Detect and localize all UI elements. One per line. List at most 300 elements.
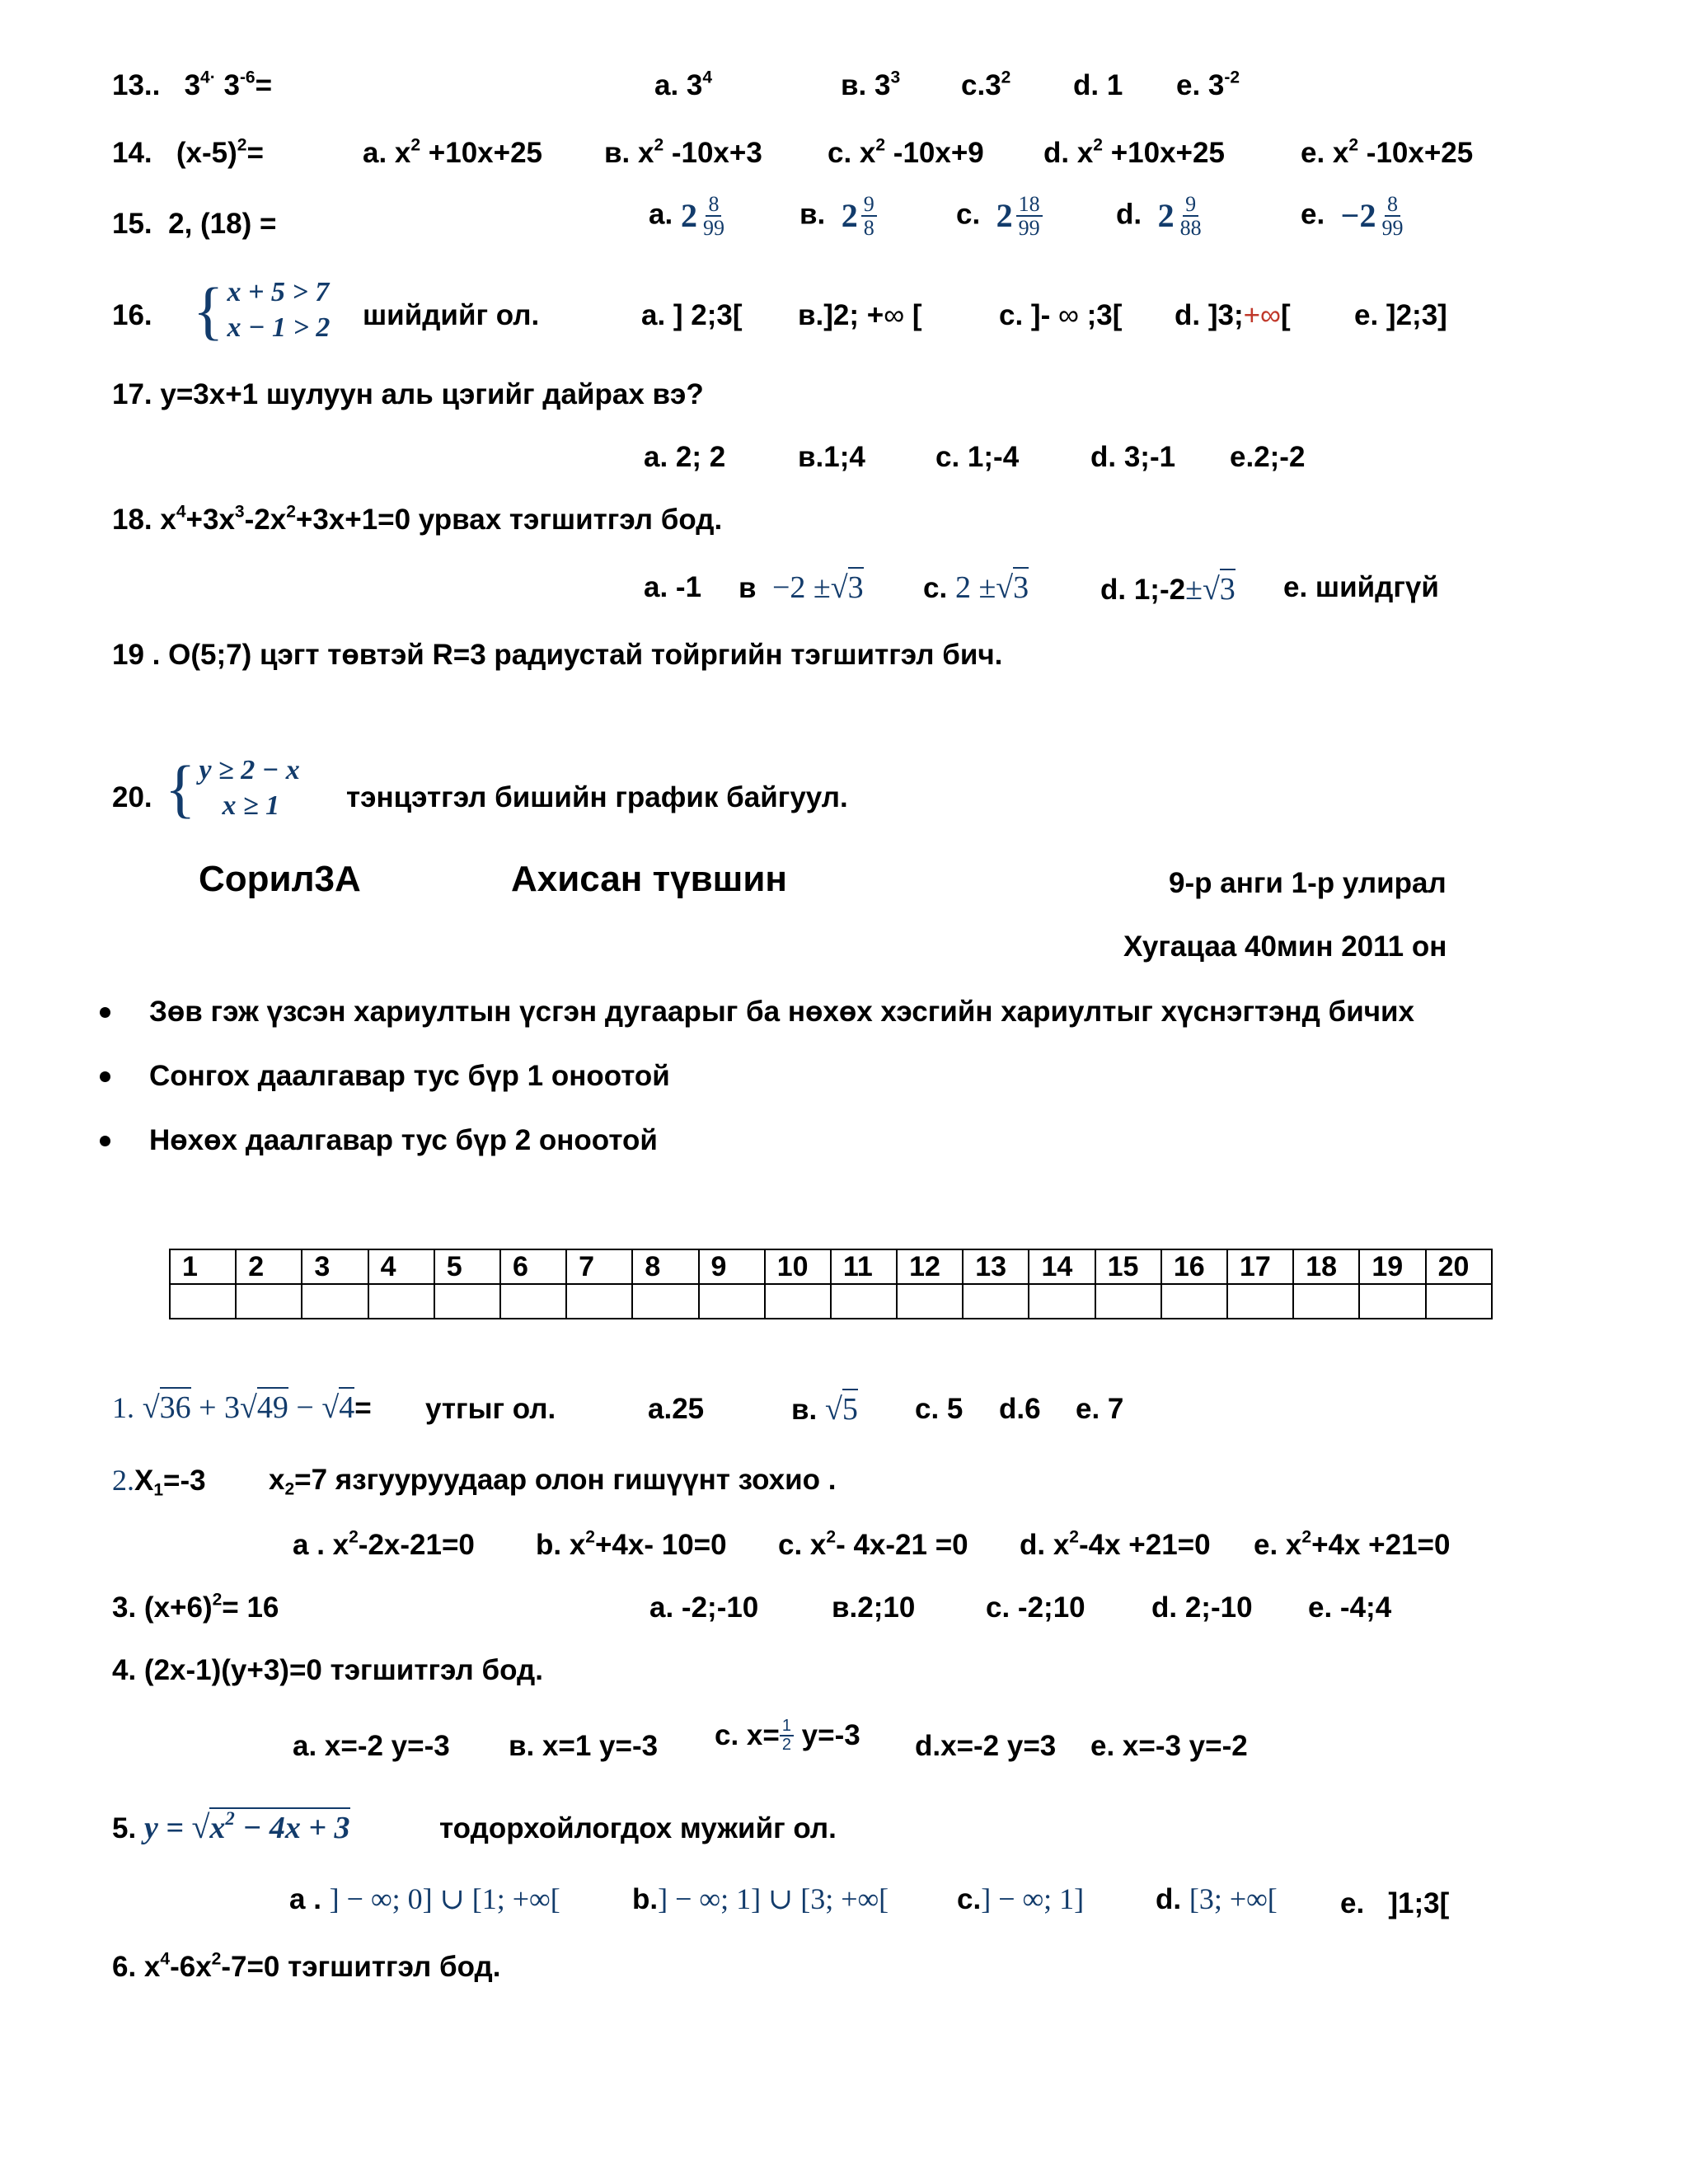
q16-b1: в.]2; + — [798, 299, 884, 331]
q20-prompt: тэнцэтгэл бишийн график байгуул. — [346, 781, 848, 813]
p5-radicand — [209, 1807, 349, 1847]
p2-d2: -4x +21=0 — [1078, 1529, 1211, 1561]
p2-e-exp: 2 — [1301, 1527, 1312, 1547]
answer-cell[interactable] — [1161, 1284, 1227, 1319]
p5-b-value: ] − ∞; 1] ∪ [3; +∞[ — [658, 1882, 889, 1915]
q13-option-c — [961, 69, 1010, 102]
answer-cell[interactable] — [368, 1284, 434, 1319]
p5-e-label: е. — [1340, 1887, 1365, 1919]
q14-option-e — [1301, 137, 1473, 170]
p5-expr: y = — [143, 1811, 192, 1845]
answer-cell[interactable] — [170, 1284, 236, 1319]
p1-b-radicand: 5 — [842, 1389, 858, 1428]
p2-a2: -2x-21=0 — [358, 1529, 475, 1561]
p1-row — [112, 1387, 372, 1427]
p2-option-e — [1254, 1529, 1450, 1562]
p5-number: 5. — [112, 1812, 137, 1844]
q16-system — [193, 275, 330, 345]
q17-a: а. 2; 2 — [644, 441, 726, 473]
q16-c1: с. ]- — [999, 299, 1058, 331]
q17-option-d — [1090, 441, 1175, 474]
p4-a: а. x=-2 y=-3 — [293, 1730, 450, 1762]
q14-c1: с. x — [828, 137, 876, 169]
p1-radicand3: 4 — [339, 1387, 354, 1427]
q18-t2: +3x — [185, 504, 235, 536]
q18-t3: -2x — [244, 504, 287, 536]
q18-exp2: 2 — [286, 502, 296, 522]
q13-option-d — [1073, 69, 1123, 102]
p3-option-a — [649, 1591, 758, 1624]
q14-eq: = — [246, 137, 264, 169]
q14-a2: +10x+25 — [420, 137, 543, 169]
brace-icon: { — [165, 752, 196, 824]
q20-system-block — [165, 753, 300, 823]
q18-option-c — [923, 567, 1029, 607]
q16-number — [112, 299, 152, 332]
brace-icon: { — [193, 274, 224, 346]
q18-a: а. -1 — [644, 571, 702, 603]
p1-option-d — [999, 1393, 1041, 1426]
q18-t4: +3x+1=0 урвах тэгшитгэл бод. — [295, 504, 723, 536]
answer-col-header: 7 — [566, 1249, 632, 1284]
p5-option-c — [957, 1882, 1084, 1916]
p3-b: в.2;10 — [832, 1591, 916, 1624]
answer-col-header: 6 — [500, 1249, 566, 1284]
p2-row2 — [269, 1464, 836, 1497]
q16-prompt: шийдийг ол. — [363, 299, 540, 331]
p2-c2: - 4x-21 =0 — [836, 1529, 968, 1561]
p5-option-a — [289, 1882, 560, 1916]
q16-c2: ;3[ — [1078, 299, 1123, 331]
p1-text — [425, 1393, 556, 1426]
q15-c-whole: 2 — [996, 197, 1013, 235]
answer-cell[interactable] — [500, 1284, 566, 1319]
answer-col-header: 9 — [699, 1249, 765, 1284]
q14-d1: d. x — [1043, 137, 1094, 169]
q14-b-exp: 2 — [654, 135, 664, 155]
p3-option-b — [832, 1591, 915, 1624]
instruction-1 — [149, 996, 1414, 1029]
q15-option-e — [1301, 193, 1405, 240]
p2-d1: d. x — [1020, 1529, 1070, 1561]
p2-b-exp: 2 — [585, 1527, 595, 1547]
bullet-icon — [100, 1071, 110, 1082]
p3-exp: 2 — [212, 1590, 223, 1610]
instruction-2 — [149, 1060, 670, 1093]
answer-cell[interactable] — [897, 1284, 963, 1319]
p5-rad-x: x — [209, 1811, 226, 1845]
p5-c-value: ] − ∞; 1] — [981, 1882, 1085, 1915]
answer-col-header: 20 — [1426, 1249, 1492, 1284]
q17-d: d. 3;-1 — [1090, 441, 1176, 473]
p2-option-c — [778, 1529, 968, 1562]
p2-x1-sub: 1 — [153, 1480, 164, 1500]
q17-option-b — [798, 441, 865, 474]
sqrt-icon: √ — [830, 570, 848, 605]
q17-option-e — [1230, 441, 1305, 474]
plus-infinity-symbol: +∞ — [1243, 299, 1281, 331]
p5-b-label: b. — [632, 1883, 659, 1915]
p5-e-value: ]1;3[ — [1388, 1887, 1450, 1919]
q15-d-num: 9 — [1183, 193, 1198, 217]
bullet-icon — [100, 1007, 110, 1018]
grade-term — [1169, 867, 1447, 900]
p6-question — [112, 1951, 500, 1984]
p2-x1: X — [134, 1465, 154, 1497]
q16-d1: d. ]3; — [1175, 299, 1244, 331]
test-level — [511, 859, 787, 901]
p1-number: 1. — [112, 1391, 134, 1424]
p5-prompt: тодорхойлогдох мужийг ол. — [439, 1812, 837, 1844]
q18-option-a — [644, 571, 701, 604]
q15-c-num: 18 — [1016, 193, 1043, 217]
answer-col-header: 13 — [963, 1249, 1029, 1284]
answer-cell[interactable] — [1426, 1284, 1492, 1319]
answer-cell[interactable] — [434, 1284, 500, 1319]
q15-e-value — [1341, 193, 1406, 240]
q13-option-e — [1176, 69, 1240, 102]
p6-t3: -7=0 тэгшитгэл бод. — [221, 1951, 501, 1983]
p6-exp2: 2 — [211, 1949, 222, 1969]
answer-cell[interactable] — [236, 1284, 302, 1319]
q18-b-label: в — [738, 572, 757, 604]
answer-table — [169, 1249, 1493, 1319]
q15-option-d — [1116, 193, 1204, 240]
p1-option-c — [915, 1393, 963, 1426]
p2-e2: +4x +21=0 — [1311, 1529, 1451, 1561]
p4-d: d.x=-2 y=3 — [915, 1730, 1057, 1762]
p1-b: в. — [791, 1394, 818, 1426]
q17-b: в.1;4 — [798, 441, 865, 473]
p4-option-c — [715, 1718, 860, 1754]
q19-question — [112, 639, 1002, 672]
p6-t2: -6x — [170, 1951, 212, 1983]
q18-c-value: 2 ± — [954, 570, 996, 605]
p2-option-b — [536, 1529, 727, 1562]
p2-a1: а . x — [293, 1529, 349, 1561]
p1-d: d.6 — [999, 1393, 1041, 1425]
p5-a-value: ] − ∞; 0] ∪ [1; +∞[ — [329, 1882, 560, 1915]
instruction-text: Зөв гэж үзсэн хариултын үсгэн дугаарыг ба нөхөх хэсгийн хариултыг хүснэгтэнд бичих — [149, 996, 1415, 1028]
p1-minus: − — [288, 1390, 322, 1425]
q15-d-label: d. — [1116, 198, 1142, 231]
q14-exp: 2 — [237, 135, 247, 155]
q15-d-whole: 2 — [1157, 197, 1175, 235]
q15-option-a — [649, 193, 727, 240]
q17-e: е.2;-2 — [1230, 441, 1306, 473]
p4-question — [112, 1654, 543, 1687]
q17-option-c — [935, 441, 1019, 474]
q13-a: а. 3 — [654, 69, 703, 101]
q15-e-num: 8 — [1385, 193, 1400, 217]
q13-base2: 3 — [223, 69, 240, 101]
p5-option-d — [1156, 1882, 1278, 1916]
q20-system — [165, 753, 300, 823]
q13-e: е. 3 — [1176, 69, 1225, 101]
q18-exp4: 4 — [176, 502, 186, 522]
q20-num: 20. — [112, 781, 152, 813]
sqrt-icon: √ — [824, 1392, 842, 1427]
q18-exp3: 3 — [234, 502, 245, 522]
sqrt-icon: √ — [240, 1390, 257, 1425]
time-text: Хугацаа 40мин 2011 он — [1123, 930, 1447, 963]
q14-option-d — [1043, 137, 1225, 170]
p6-t1: 6. x — [112, 1951, 161, 1983]
answer-table-header — [170, 1249, 1492, 1284]
answer-col-header: 2 — [236, 1249, 302, 1284]
p1-eq: = — [354, 1392, 372, 1424]
p2-b2: +4x- 10=0 — [594, 1529, 727, 1561]
q18-d-pm: ± — [1185, 572, 1203, 607]
q16-system-block — [193, 275, 330, 345]
p2-x1-value: =-3 — [163, 1465, 206, 1497]
q15-c-label: с. — [956, 198, 981, 231]
p5-c-label: с. — [957, 1883, 982, 1915]
p5-d-label: d. — [1156, 1883, 1182, 1915]
instruction-3 — [149, 1124, 658, 1157]
p4-option-e — [1090, 1730, 1248, 1763]
q15-option-b — [799, 193, 877, 240]
p2-b1: b. x — [536, 1529, 586, 1561]
p5-rad-exp: 2 — [225, 1808, 235, 1830]
answer-cell[interactable] — [765, 1284, 831, 1319]
q15-c-den: 99 — [1018, 216, 1040, 241]
q13-b-exp: 3 — [890, 68, 901, 87]
q16-option-b — [798, 299, 922, 332]
p3-option-c — [986, 1591, 1085, 1624]
q14-a1: а. x — [363, 137, 411, 169]
p1-a: а.25 — [648, 1393, 705, 1425]
p3-option-e — [1308, 1591, 1391, 1624]
q16-rows — [227, 275, 330, 345]
infinity-symbol: ∞ — [884, 299, 905, 331]
q15-e-fraction — [1379, 193, 1405, 240]
p2-d-exp: 2 — [1069, 1527, 1079, 1547]
q15-c-value — [996, 193, 1043, 240]
q20-row2: x ≥ 1 — [222, 790, 280, 821]
q15-a-den: 99 — [702, 216, 724, 241]
sqrt-icon: √ — [142, 1390, 160, 1425]
answer-col-header: 3 — [302, 1249, 368, 1284]
q13-c-exp: 2 — [1001, 68, 1011, 87]
q18-b-radicand: 3 — [848, 567, 864, 607]
p3-t1: 3. (x+6) — [112, 1591, 213, 1624]
q15-b-whole: 2 — [841, 197, 858, 235]
answer-col-header: 5 — [434, 1249, 500, 1284]
q18-question — [112, 504, 722, 537]
q18-d: d. 1;-2 — [1100, 574, 1186, 606]
q18-e: е. шийдгүй — [1283, 571, 1439, 603]
instruction-text: Нөхөх даалгавар тус бүр 2 оноотой — [149, 1124, 658, 1156]
q16-d2: [ — [1281, 299, 1291, 331]
q18-c-label: с. — [923, 572, 948, 604]
p3-d: d. 2;-10 — [1151, 1591, 1253, 1624]
q15-c-fraction — [1016, 193, 1043, 240]
answer-table-input-row — [170, 1284, 1492, 1319]
q16-num: 16. — [112, 299, 152, 331]
q20-number — [112, 781, 152, 814]
q20-row1: y ≥ 2 − x — [199, 755, 300, 785]
p5-a-label: а . — [289, 1883, 321, 1915]
q13-eq: = — [255, 69, 273, 101]
q15-expr: 2, (18) = — [168, 208, 277, 240]
q16-option-e — [1354, 299, 1447, 332]
p5-row — [112, 1807, 350, 1847]
q13-c: с.3 — [961, 69, 1001, 101]
q20-text — [346, 781, 848, 814]
p2-e1: е. x — [1254, 1529, 1302, 1561]
q15-number: 15. — [112, 208, 152, 240]
q15-a-num: 8 — [706, 193, 721, 217]
p4-option-d — [915, 1730, 1056, 1763]
q18-option-b — [738, 567, 864, 607]
sqrt-icon: √ — [321, 1390, 340, 1425]
p4-b: в. x=1 y=-3 — [509, 1730, 659, 1762]
infinity-symbol: ∞ — [1057, 299, 1079, 331]
q14-number: 14. — [112, 137, 152, 169]
q13-option-a — [654, 69, 712, 102]
p4-c-fraction — [780, 1718, 794, 1754]
q13-exp2: -6 — [239, 68, 256, 87]
answer-cell[interactable] — [1227, 1284, 1293, 1319]
q13-e-exp: -2 — [1224, 68, 1240, 87]
q18-c-radicand: 3 — [1013, 567, 1029, 607]
q14-c2: -10x+9 — [885, 137, 984, 169]
q16-text — [363, 299, 539, 332]
q15-e-label: е. — [1301, 198, 1325, 231]
p3-question — [112, 1591, 279, 1624]
p1-option-a — [648, 1393, 704, 1426]
q15-d-fraction — [1178, 193, 1204, 240]
p4-c1: с. x= — [715, 1718, 780, 1751]
q16-row1: x + 5 > 7 — [227, 277, 330, 307]
answer-cell[interactable] — [699, 1284, 765, 1319]
q16-b2: [ — [904, 299, 922, 331]
answer-cell[interactable] — [1029, 1284, 1095, 1319]
p3-a: а. -2;-10 — [649, 1591, 759, 1624]
q19-text: 19 . O(5;7) цэгт төвтэй R=3 радиустай тойргийн тэгшитгэл бич. — [112, 639, 1003, 671]
q14-e-exp: 2 — [1348, 135, 1359, 155]
q15-b-label: в. — [799, 198, 826, 231]
q16-e: е. ]2;3] — [1354, 299, 1447, 331]
q16-a: а. ] 2;3[ — [641, 299, 743, 331]
q13-option-b — [841, 69, 900, 102]
p2-x2-value: =7 язгууруудаар олон гишүүнт зохио . — [294, 1464, 837, 1496]
answer-col-header: 16 — [1161, 1249, 1227, 1284]
answer-col-header: 8 — [632, 1249, 698, 1284]
q14-e1: е. x — [1301, 137, 1349, 169]
p1-radicand2: 49 — [257, 1387, 288, 1427]
sqrt-icon: √ — [1202, 572, 1220, 607]
q13-a-exp: 4 — [702, 68, 713, 87]
q17-question — [112, 378, 704, 411]
q16-option-d — [1175, 299, 1291, 332]
answer-cell[interactable] — [632, 1284, 698, 1319]
q14-b1: в. x — [604, 137, 654, 169]
p2-c-exp: 2 — [826, 1527, 837, 1547]
q14-option-c — [828, 137, 984, 170]
p6-exp4: 4 — [160, 1949, 171, 1969]
q15-d-value — [1158, 193, 1204, 240]
p4-c-den: 2 — [781, 1736, 791, 1754]
p5-option-b — [632, 1882, 889, 1916]
p2-c1: с. x — [778, 1529, 827, 1561]
q17-text: 17. y=3x+1 шулуун аль цэгийг дайрах вэ? — [112, 378, 704, 410]
instruction-text: Сонгох даалгавар тус бүр 1 оноотой — [149, 1060, 670, 1092]
q15-e-den: 99 — [1381, 216, 1404, 241]
q15-b-fraction — [861, 193, 877, 240]
p2-option-d — [1020, 1529, 1211, 1562]
q15-b-num: 9 — [861, 193, 877, 217]
level-text: Ахисан түвшин — [511, 859, 787, 899]
answer-col-header: 11 — [831, 1249, 897, 1284]
answer-col-header: 18 — [1293, 1249, 1359, 1284]
p2-x2-sub: 2 — [284, 1479, 295, 1499]
q15-a-fraction — [701, 193, 727, 240]
p5-text — [439, 1812, 837, 1845]
answer-cell[interactable] — [566, 1284, 632, 1319]
q15-d-den: 88 — [1179, 216, 1202, 241]
p1-c: с. 5 — [915, 1393, 964, 1425]
p4-option-b — [509, 1730, 658, 1763]
q17-c: с. 1;-4 — [935, 441, 1020, 473]
q14-row — [112, 137, 264, 170]
q13-number: 13.. — [112, 69, 161, 101]
answer-cell[interactable] — [963, 1284, 1029, 1319]
answer-col-header: 17 — [1227, 1249, 1293, 1284]
p2-a-exp: 2 — [349, 1527, 359, 1547]
q14-a-exp: 2 — [410, 135, 421, 155]
q14-d-exp: 2 — [1093, 135, 1103, 155]
q13-exp: 4· — [200, 68, 216, 87]
q15-option-c — [956, 193, 1043, 240]
q17-option-a — [644, 441, 725, 474]
p5-option-e — [1340, 1887, 1449, 1920]
answer-col-header: 12 — [897, 1249, 963, 1284]
p4-c-num: 1 — [780, 1718, 794, 1736]
q16-option-a — [641, 299, 743, 332]
p4-text: 4. (2x-1)(y+3)=0 тэгшитгэл бод. — [112, 1654, 543, 1686]
q15-b-den: 8 — [863, 216, 874, 241]
q14-e2: -10x+25 — [1358, 137, 1474, 169]
answer-cell[interactable] — [1359, 1284, 1425, 1319]
time-year — [1123, 930, 1447, 963]
q18-t1: 18. x — [112, 504, 176, 536]
answer-cell[interactable] — [1293, 1284, 1359, 1319]
answer-col-header: 10 — [765, 1249, 831, 1284]
answer-cell[interactable] — [302, 1284, 368, 1319]
p5-d-value: [3; +∞[ — [1189, 1882, 1278, 1915]
p1-option-b — [791, 1389, 858, 1428]
q14-option-a — [363, 137, 542, 170]
q15-a-value — [681, 193, 727, 240]
q14-c-exp: 2 — [875, 135, 886, 155]
q14-d2: +10x+25 — [1102, 137, 1225, 169]
q14-b2: -10x+3 — [663, 137, 762, 169]
p4-c2: y=-3 — [793, 1718, 860, 1751]
grade-text: 9-р анги 1-р улирал — [1169, 867, 1447, 899]
q18-option-e — [1283, 571, 1439, 604]
answer-cell[interactable] — [831, 1284, 897, 1319]
title-text: Сорил3А — [199, 859, 361, 899]
q13-row — [112, 69, 272, 102]
sqrt-icon: √ — [996, 570, 1014, 605]
answer-col-header: 15 — [1095, 1249, 1161, 1284]
answer-cell[interactable] — [1095, 1284, 1161, 1319]
p2-x2: x — [269, 1464, 285, 1496]
p1-plus: + 3 — [190, 1390, 241, 1425]
answer-col-header: 14 — [1029, 1249, 1095, 1284]
